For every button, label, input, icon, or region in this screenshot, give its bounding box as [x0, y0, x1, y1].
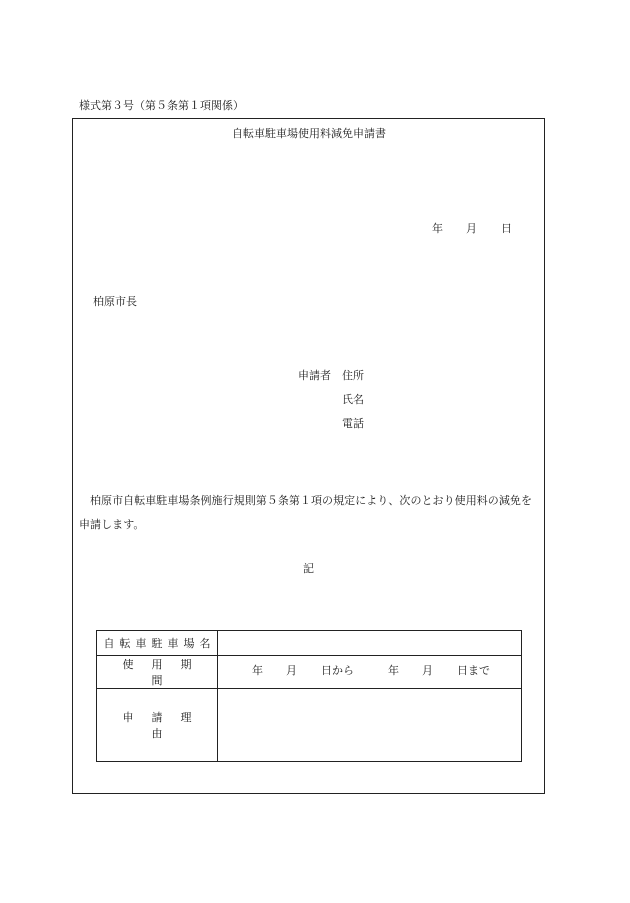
reason-label-cell: [97, 689, 218, 762]
applicant-label: 申請者: [298, 369, 331, 382]
applicant-address-label: 住所: [342, 369, 364, 382]
ki-label: 記: [303, 562, 314, 575]
period-field[interactable]: [218, 656, 522, 689]
application-statement: 柏原市自転車駐車場条例施行規則第５条第１項の規定により、次のとおり使用料の減免を申請します。: [79, 494, 532, 531]
parking-name-field[interactable]: [218, 631, 522, 656]
period-to-month: 月: [422, 664, 433, 677]
date-month-label: 月: [466, 222, 477, 235]
table-row-reason: [97, 689, 522, 762]
parking-name-label-cell: [97, 631, 218, 656]
period-from-year: 年: [252, 664, 263, 677]
form-number: 様式第３号（第５条第１項関係）: [79, 99, 244, 112]
applicant-name-label: 氏名: [342, 393, 364, 406]
table-row-period: [97, 656, 522, 689]
addressee: 柏原市長: [93, 295, 137, 308]
period-from-day: 日から: [321, 664, 354, 677]
period-label: 使用期間: [122, 658, 210, 687]
reason-label: 申請理由: [122, 711, 210, 740]
period-to-day: 日まで: [457, 664, 490, 677]
period-label-cell: [97, 656, 218, 689]
period-from-month: 月: [286, 664, 297, 677]
detail-table: [96, 630, 522, 762]
parking-name-label: 自転車駐車場名: [103, 637, 216, 650]
reason-field[interactable]: [218, 689, 522, 762]
applicant-phone-label: 電話: [342, 417, 364, 430]
date-year-label: 年: [432, 222, 443, 235]
document-title: 自転車駐車場使用料減免申請書: [232, 127, 386, 140]
date-day-label: 日: [501, 222, 512, 235]
table-row-parking-name: [97, 631, 522, 656]
period-to-year: 年: [388, 664, 399, 677]
